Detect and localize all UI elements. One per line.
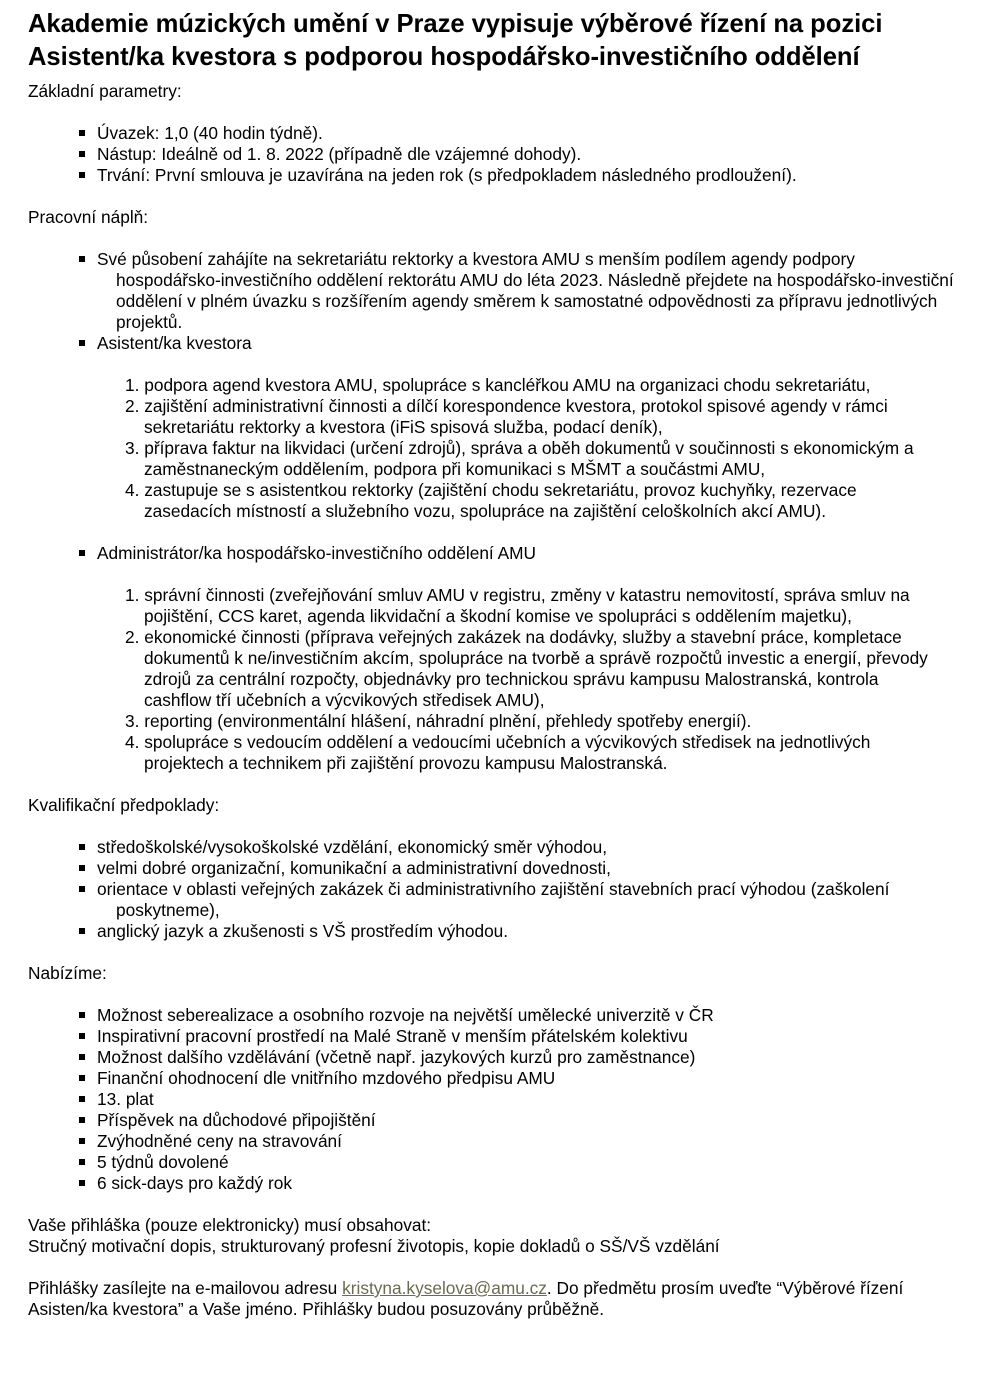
assistant-tasks-list [28,375,974,522]
square-bullet-icon [79,1180,85,1186]
square-bullet-icon [79,550,85,556]
square-bullet-icon [79,928,85,934]
square-bullet-icon [79,340,85,346]
list-item: Trvání: První smlouva je uzavírána na jeden rok (s předpokladem následného prodloužení). [97,165,974,186]
list-item: Nástup: Ideálně od 1. 8. 2022 (případně dle vzájemné dohody). [97,144,974,165]
instructions-prefix: Přihlášky zasílejte na e-mailovou adresu [28,1278,343,1298]
list-item: Inspirativní pracovní prostředí na Malé Straně v menším přátelském kolektivu [97,1026,974,1047]
square-bullet-icon [79,1033,85,1039]
list-item: Finanční ohodnocení dle vnitřního mzdového předpisu AMU [97,1068,974,1089]
qualifications-label: Kvalifikační předpoklady: [28,795,220,815]
item-number: 2. [125,396,145,416]
instructions-suffix: . Do předmětu prosím uveďte “Výběrové řízení Asisten/ka kvestora” a Vaše jméno. Přihlášky budou posuzovány průběžně. [28,1278,904,1319]
square-bullet-icon [79,1159,85,1165]
list-item: 6 sick-days pro každý rok [97,1173,974,1194]
square-bullet-icon [79,1012,85,1018]
list-item: 4. zastupuje se s asistentkou rektorky (zajištění chodu sekretariátu, provoz kuchyňky, rezervace zasedacích místností a služebního vozu, spolupráce na zajištění celoškolních akcí AMU). [125,480,857,521]
list-item: Úvazek: 1,0 (40 hodin týdně). [97,123,974,144]
page-title [28,8,974,74]
job-description-intro-list [28,249,974,354]
square-bullet-icon [79,130,85,136]
application-requirements: Stručný motivační dopis, strukturovaný profesní životopis, kopie dokladů o SŠ/VŠ vzdělání [28,1236,720,1256]
list-item: středoškolské/vysokoškolské vzdělání, ekonomický směr výhodou, [97,837,944,858]
list-item: 5 týdnů dovolené [97,1152,974,1173]
list-item: Zvýhodněné ceny na stravování [97,1131,974,1152]
job-description-label: Pracovní náplň: [28,207,149,227]
email-link[interactable]: kristyna.kyselova@amu.cz [342,1278,547,1298]
square-bullet-icon [79,172,85,178]
square-bullet-icon [79,256,85,262]
item-number: 3. [125,438,145,458]
offer-list [28,1005,974,1194]
offer-label: Nabízíme: [28,963,107,983]
list-item: 4. spolupráce s vedoucím oddělení a vedoucími učebních a výcvikových středisek na jednotlivých projektech a technikem při zajištění provozu kampusu Malostranská. [125,732,871,773]
item-number: 1. [125,375,145,395]
list-item: Své působení zahájíte na sekretariátu rektorky a kvestora AMU s menším podílem agendy podpory hospodářsko-investičního oddělení rektorátu AMU do léta 2023. Následně přejdete na hospodářsko-investiční oddělení v plném úvazku s rozšířením agendy směrem k samostatné odpovědnosti za přípravu jednotlivých projektů. [97,249,974,333]
basic-params-list [28,123,974,186]
item-number: 2. [125,627,145,647]
list-item: Asistent/ka kvestora [97,333,974,354]
square-bullet-icon [79,865,85,871]
square-bullet-icon [79,1054,85,1060]
item-number: 3. [125,711,145,731]
square-bullet-icon [79,1075,85,1081]
list-item: 3. reporting (environmentální hlášení, náhradní plnění, přehledy spotřeby energií). [125,711,752,731]
list-item: Možnost dalšího vzdělávání (včetně např. jazykových kurzů pro zaměstnance) [97,1047,974,1068]
title-line-1: Akademie múzických umění v Praze vypisuje výběrové řízení na pozici [28,10,883,38]
square-bullet-icon [79,886,85,892]
list-item: 13. plat [97,1089,974,1110]
list-item: 1. správní činnosti (zveřejňování smluv AMU v registru, změny v katastru nemovitostí, správa smluv na pojištění, CCS karet, agenda likvidační a škodní komise ve spolupráci s oddělením majetku), [125,585,910,626]
item-number: 4. [125,480,145,500]
list-item: 1. podpora agend kvestora AMU, spolupráce s kancléřkou AMU na organizaci chodu sekretariátu, [125,375,871,395]
square-bullet-icon [79,151,85,157]
square-bullet-icon [79,1117,85,1123]
admin-heading-list [28,543,974,564]
square-bullet-icon [79,1096,85,1102]
list-item: 2. zajištění administrativní činnosti a dílčí korespondence kvestora, protokol spisové agendy v rámci sekretariátu rektorky a kvestora (iFiS spisová služba, podací deník), [125,396,888,437]
square-bullet-icon [79,844,85,850]
list-item: anglický jazyk a zkušenosti s VŠ prostředím výhodou. [97,921,944,942]
list-item: 2. ekonomické činnosti (příprava veřejných zakázek na dodávky, služby a stavební práce, kompletace dokumentů k ne/investičním akcím, spolupráce na tvorbě a správě rozpočtů investic a energií, převody zdrojů za centrální rozpočty, objednávky pro technickou správu kampusu Malostranská, kontrola cashflow tří učebních a výcvikových středisek AMU), [125,627,928,710]
square-bullet-icon [79,1138,85,1144]
item-number: 1. [125,585,145,605]
list-item: orientace v oblasti veřejných zakázek či administrativního zajištění stavebních prací výhodou (zaškolení poskytneme), [97,879,944,921]
list-item: velmi dobré organizační, komunikační a administrativní dovednosti, [97,858,944,879]
title-line-2: Asistent/ka kvestora s podporou hospodářsko-investičního oddělení [28,43,860,71]
list-item: Administrátor/ka hospodářsko-investičního oddělení AMU [97,543,974,564]
basic-params-label: Základní parametry: [28,81,182,101]
list-item: Příspěvek na důchodové připojištění [97,1110,974,1131]
list-item: 3. příprava faktur na likvidaci (určení zdrojů), správa a oběh dokumentů v součinnosti s ekonomickým a zaměstnaneckým oddělením, podpora při komunikaci s MŠMT a součástmi AMU, [125,438,914,479]
list-item: Možnost seberealizace a osobního rozvoje na největší umělecké univerzitě v ČR [97,1005,974,1026]
qualifications-list [28,837,974,942]
application-instructions [28,1278,974,1320]
admin-tasks-list [28,585,974,774]
application-requirements-label: Vaše přihláška (pouze elektronicky) musí obsahovat: [28,1215,432,1235]
item-number: 4. [125,732,145,752]
